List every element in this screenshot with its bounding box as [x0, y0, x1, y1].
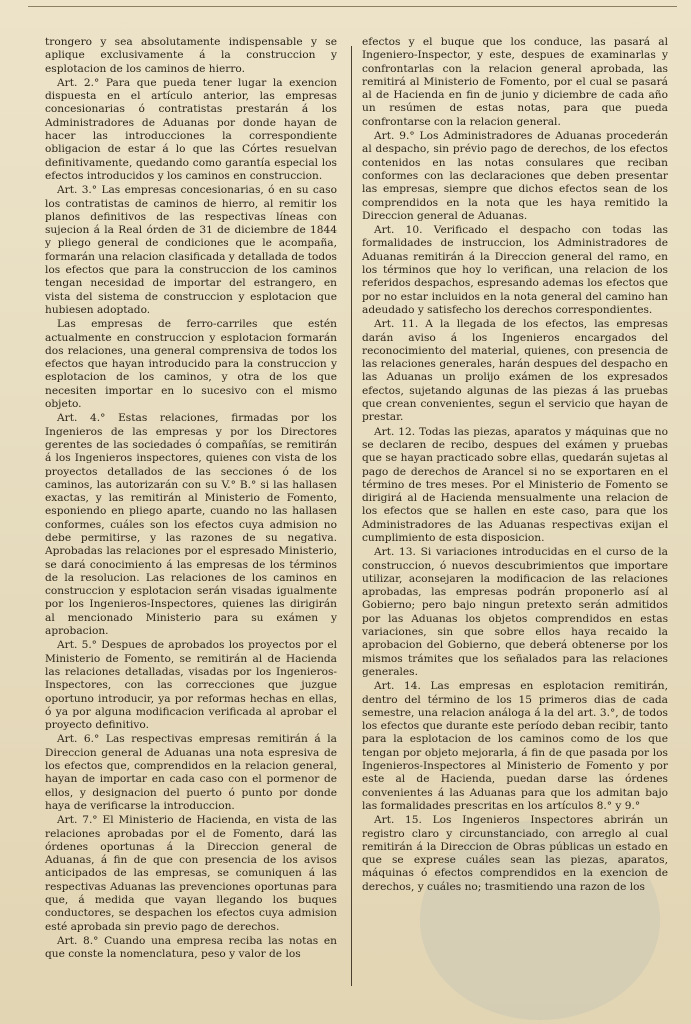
- paragraph: Art. 15. Los Ingenieros Inspectores abrirán un registro claro y circunstanciado, con arreglo al cual remitirán á la Direccion de Obras públicas un estado en que se exprese cuáles sean las piezas, aparatos, máquinas ó efectos comprendidos en la exencion de derechos, y cuáles no; trasmitiendo una razon de los: [362, 814, 668, 893]
- right-column: [362, 36, 668, 895]
- paragraph: Art. 10. Verificado el despacho con todas las formalidades de instruccion, los Administradores de Aduanas remitirán á la Direccion general del ramo, en los términos que hoy lo verifican, una relacion de los referidos despachos, espresando ademas los efectos que por no estar incluidos en la nota general del camino han adeudado y satisfecho los derechos correspondientes.: [362, 224, 668, 316]
- paragraph: Art. 6.° Las respectivas empresas remitirán á la Direccion general de Aduanas una nota espresiva de los efectos que, comprendidos en la relacion general, hayan de importar en cada caso con el pormenor de ellos, y designacion del puerto ó punto por donde haya de verificarse la introduccion.: [45, 733, 337, 812]
- paragraph: Art. 3.° Las empresas concesionarias, ó en su caso los contratistas de caminos de hierro, al remitir los planos definitivos de las respectivas líneas con sujecion á la Real órden de 31 de diciembre de 1844 y pliego general de condiciones que le acompaña, formarán una relacion clasificada y detallada de todos los efectos que para la construccion de los caminos tengan necesidad de importar del estrangero, en vista del sistema de construccion y esplotacion que hubiesen adoptado.: [45, 184, 337, 316]
- paragraph: Art. 5.° Despues de aprobados los proyectos por el Ministerio de Fomento, se remitirán al de Hacienda las relaciones detalladas, visadas por los Ingenieros-Inspectores, con las correcciones que juzgue oportuno introducir, ya por reformas hechas en ellas, ó ya por alguna modificacion verificada al aprobar el proyecto definitivo.: [45, 639, 337, 732]
- top-rule: [28, 6, 677, 7]
- paragraph: trongero y sea absolutamente indispensable y se aplique exclusivamente á la construccion y esplotacion de los caminos de hierro.: [45, 36, 337, 75]
- paragraph: Art. 14. Las empresas en esplotacion remitirán, dentro del término de los 15 primeros dias de cada semestre, una relacion análoga á la del art. 3.°, de todos los efectos que durante este período deban recibir, tanto para la esplotacion de los caminos como de los que tengan por objeto mejorarla, á fin de que pasada por los Ingenieros-Inspectores al Ministerio de Fomento y por este al de Hacienda, puedan darse las órdenes convenientes á las Aduanas para que los admitan bajo las formalidades prescritas en los artículos 8.° y 9.°: [362, 680, 668, 812]
- paragraph: Art. 2.° Para que pueda tener lugar la exencion dispuesta en el artículo anterior, las empresas concesionarias ó contratistas prestarán á los Administradores de Aduanas por donde hayan de hacer las introducciones la correspondiente obligacion de estar á lo que las Córtes resuelvan definitivamente, quedando como garantía especial los efectos introducidos y los caminos en construccion.: [45, 76, 337, 182]
- paragraph: Art. 11. A la llegada de los efectos, las empresas darán aviso á los Ingenieros encargados del reconocimiento del material, quienes, con presencia de las relaciones generales, harán despues del despacho en las Aduanas un prolijo exámen de los expresados efectos, sujetando algunas de las piezas á las pruebas que crean convenientes, segun el servicio que hayan de prestar.: [362, 318, 668, 424]
- paragraph: Art. 12. Todas las piezas, aparatos y máquinas que no se declaren de recibo, despues del exámen y pruebas que se hayan practicado sobre ellas, quedarán sujetas al pago de derechos de Arancel si no se exportaren en el término de tres meses. Por el Ministerio de Fomento se dirigirá al de Hacienda mensualmente una relacion de los efectos que se hallen en este caso, para que los Administradores de las Aduanas respectivas exijan el cumplimiento de esta disposicion.: [362, 425, 668, 544]
- paragraph: Art. 7.° El Ministerio de Hacienda, en vista de las relaciones aprobadas por el de Fomento, dará las órdenes oportunas á la Direccion general de Aduanas, á fin de que con presencia de los avisos anticipados de las empresas, se comuniquen á las respectivas Aduanas las prevenciones oportunas para que, á medida que vayan llegando los buques conductores, se despachen los efectos cuya admision esté aprobada sin previo pago de derechos.: [45, 814, 337, 933]
- paragraph: Art. 4.° Estas relaciones, firmadas por los Ingenieros de las empresas y por los Directores gerentes de las sociedades ó compañías, se remitirán á los Ingenieros inspectores, quienes con vista de los proyectos detallados de las secciones ó de los caminos, las autorizarán con su V.° B.° si las hallasen exactas, y las remitirán al Ministerio de Fomento, esponiendo en pliego aparte, cuando no las hallasen conformes, cuáles son los efectos cuya admision no debe permitirse, y las razones de su negativa. Aprobadas las relaciones por el espresado Ministerio, se dará conocimiento á las empresas de los términos de la resolucion. Las relaciones de los caminos en construccion y esplotacion serán visadas igualmente por los Ingenieros-Inspectores, quienes las dirigirán al mencionado Ministerio para su exámen y aprobacion.: [45, 412, 337, 638]
- paragraph: Art. 9.° Los Administradores de Aduanas procederán al despacho, sin prévio pago de derechos, de los efectos contenidos en las notas consulares que reciban conformes con las declaraciones que deben presentar las empresas, siempre que dichos efectos sean de los comprendidos en la nota que les haya remitido la Direccion general de Aduanas.: [362, 130, 668, 222]
- paragraph: efectos y el buque que los conduce, las pasará al Ingeniero-Inspector, y este, despues de examinarlas y confrontarlas con la relacion general aprobada, las remitirá al Ministerio de Fomento, por el cual se pasará al de Hacienda en fin de junio y diciembre de cada año un resúmen de estas notas, para que pueda confrontarse con la relacion general.: [362, 36, 668, 128]
- column-divider: [351, 46, 352, 986]
- left-column: [45, 36, 337, 962]
- paragraph: Las empresas de ferro-carriles que estén actualmente en construccion y esplotacion formarán dos relaciones, una general comprensiva de todos los efectos que hayan introducido para la construccion y esplotacion de los caminos, y otra de los que necesiten importar en lo sucesivo con el mismo objeto.: [45, 318, 337, 411]
- paragraph: Art. 13. Si variaciones introducidas en el curso de la construccion, ó nuevos descubrimientos que importare utilizar, aconsejaren la modificacion de las relaciones aprobadas, las empresas podrán proponerlo así al Gobierno; pero bajo ningun pretexto serán admitidos por las Aduanas los objetos comprendidos en estas variaciones, sin que sobre ellos haya recaido la aprobacion del Gobierno, que deberá obtenerse por los mismos trámites que los señalados para las relaciones generales.: [362, 546, 668, 678]
- paragraph: Art. 8.° Cuando una empresa reciba las notas en que conste la nomenclatura, peso y valor de los: [45, 934, 337, 961]
